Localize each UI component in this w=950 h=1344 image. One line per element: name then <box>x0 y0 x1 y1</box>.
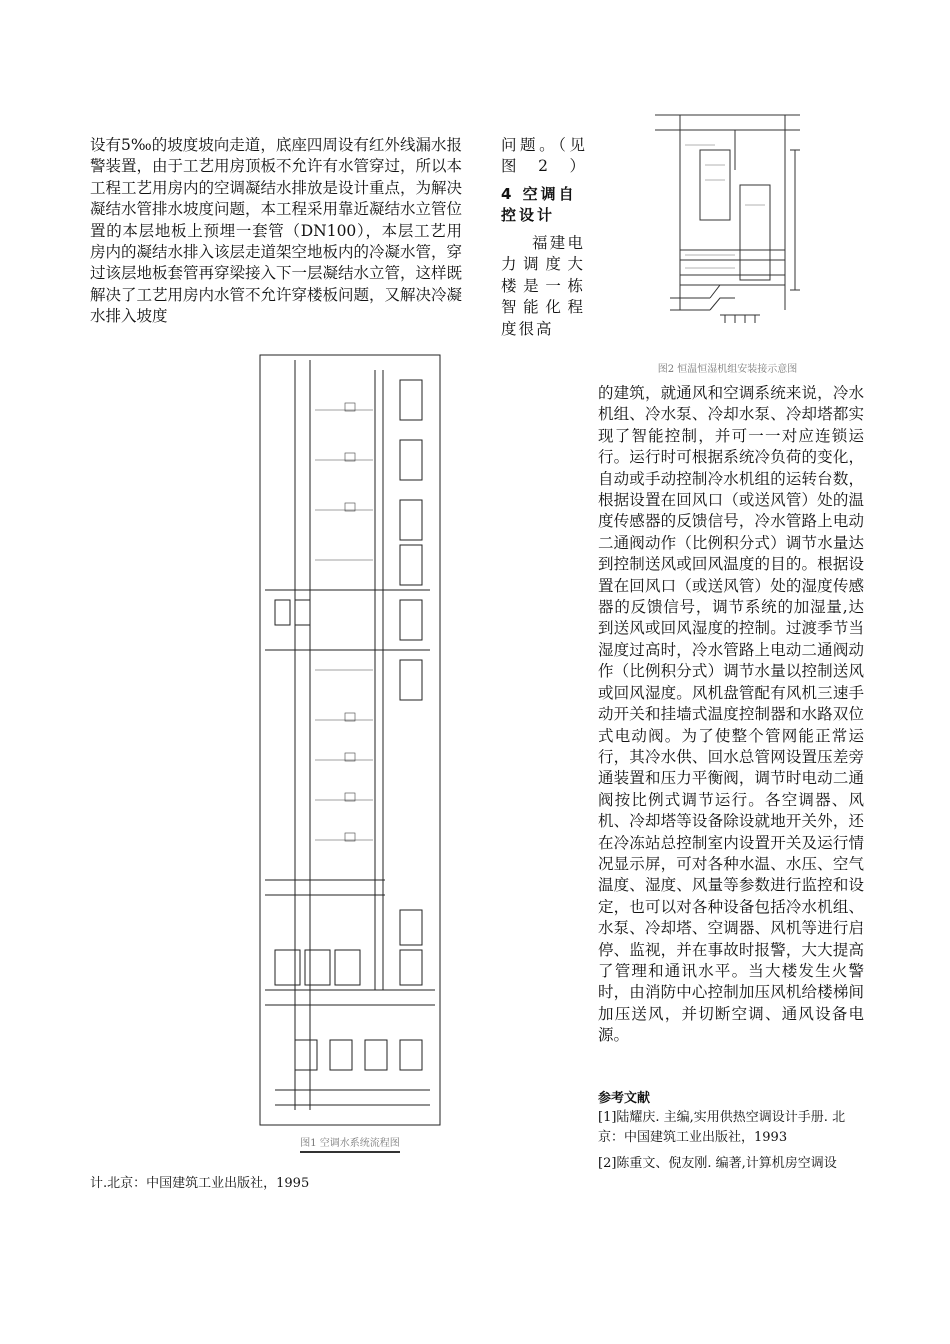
reference-item-1: [1]陆耀庆. 主编,实用供热空调设计手册. 北京：中国建筑工业出版社，1993 <box>598 1110 846 1145</box>
middle-continuation: 问题。（见图2） <box>501 136 585 176</box>
figure-2-schematic <box>640 110 815 335</box>
right-column-paragraph: 的建筑，就通风和空调系统来说，冷水机组、冷水泵、冷却水泵、冷却塔都实现了智能控制，并可一一对应连锁运行。运行时可根据系统冷负荷的变化，自动或手动控制冷水机组的运转台数，根据设置在回风口（或送风管）处的温度传感器的反馈信号，冷水管路上电动二通阀动作（比例积分式）调节水量达到控制送风或回风温度的目的。根据设置在回风口（或送风管）处的湿度传感器的反馈信号，调节系统的加湿量,达到送风或回风湿度的控制。过渡季节当湿度过高时，冷水管路上电动二通阀动作（比例积分式）调节水量以控制送风或回风湿度。风机盘管配有风机三速手动开关和挂墙式温度控制器和水路双位式电动阀。为了使整个管网能正常运行，其冷水供、回水总管网设置压差旁通装置和压力平衡阀，调节时电动二通阀按比例式调节运行。各空调器、风机、冷却塔等设备除设就地开关外，还在冷冻站总控制室内设置开关及运行情况显示屏，可对各种水温、水压、空气温度、湿度、风量等参数进行监控和设定，也可以对各种设备包括冷水机组、水泵、冷却塔、空调器、风机等进行启停、监视，并在事故时报警，大大提高了管理和通讯水平。当大楼发生火警时，由消防中心控制加压风机给楼梯间加压送风，并切断空调、通风设备电源。 <box>598 384 864 1045</box>
reference-item-2: [2]陈重文、倪友刚. 编著,计算机房空调设 <box>598 1156 837 1171</box>
left-column-paragraph: 设有5‰的坡度坡向走道，底座四周设有红外线漏水报警装置，由于工艺用房顶板不允许有水管穿过，所以本工程工艺用房内的空调凝结水排放是设计重点，为解决凝结水管排水坡度问题，本工程采用靠近凝结水立管位置的本层地板上预埋一套管（DN100），本层工艺用房内的凝结水排入该层走道架空地板内的冷凝水管，穿过该层地板套管再穿梁接入下一层凝结水立管，这样既解决了工艺用房内水管不允许穿楼板问题，又解决冷凝水排入坡度 <box>90 136 463 326</box>
section-heading: 4 空调自控设计 <box>501 185 577 224</box>
figure-1-flow-diagram <box>255 350 445 1130</box>
reference-continuation: 计.北京：中国建筑工业出版社，1995 <box>90 1176 310 1191</box>
references-title: 参考文献 <box>598 1091 651 1106</box>
figure-2-caption: 图2 恒温恒湿机组安装接示意图 <box>657 364 798 375</box>
middle-paragraph-start: 福建电力调度大楼是一栋智能化程度很高 <box>501 234 585 338</box>
figure-1-caption: 图1 空调水系统流程图 <box>300 1134 400 1153</box>
